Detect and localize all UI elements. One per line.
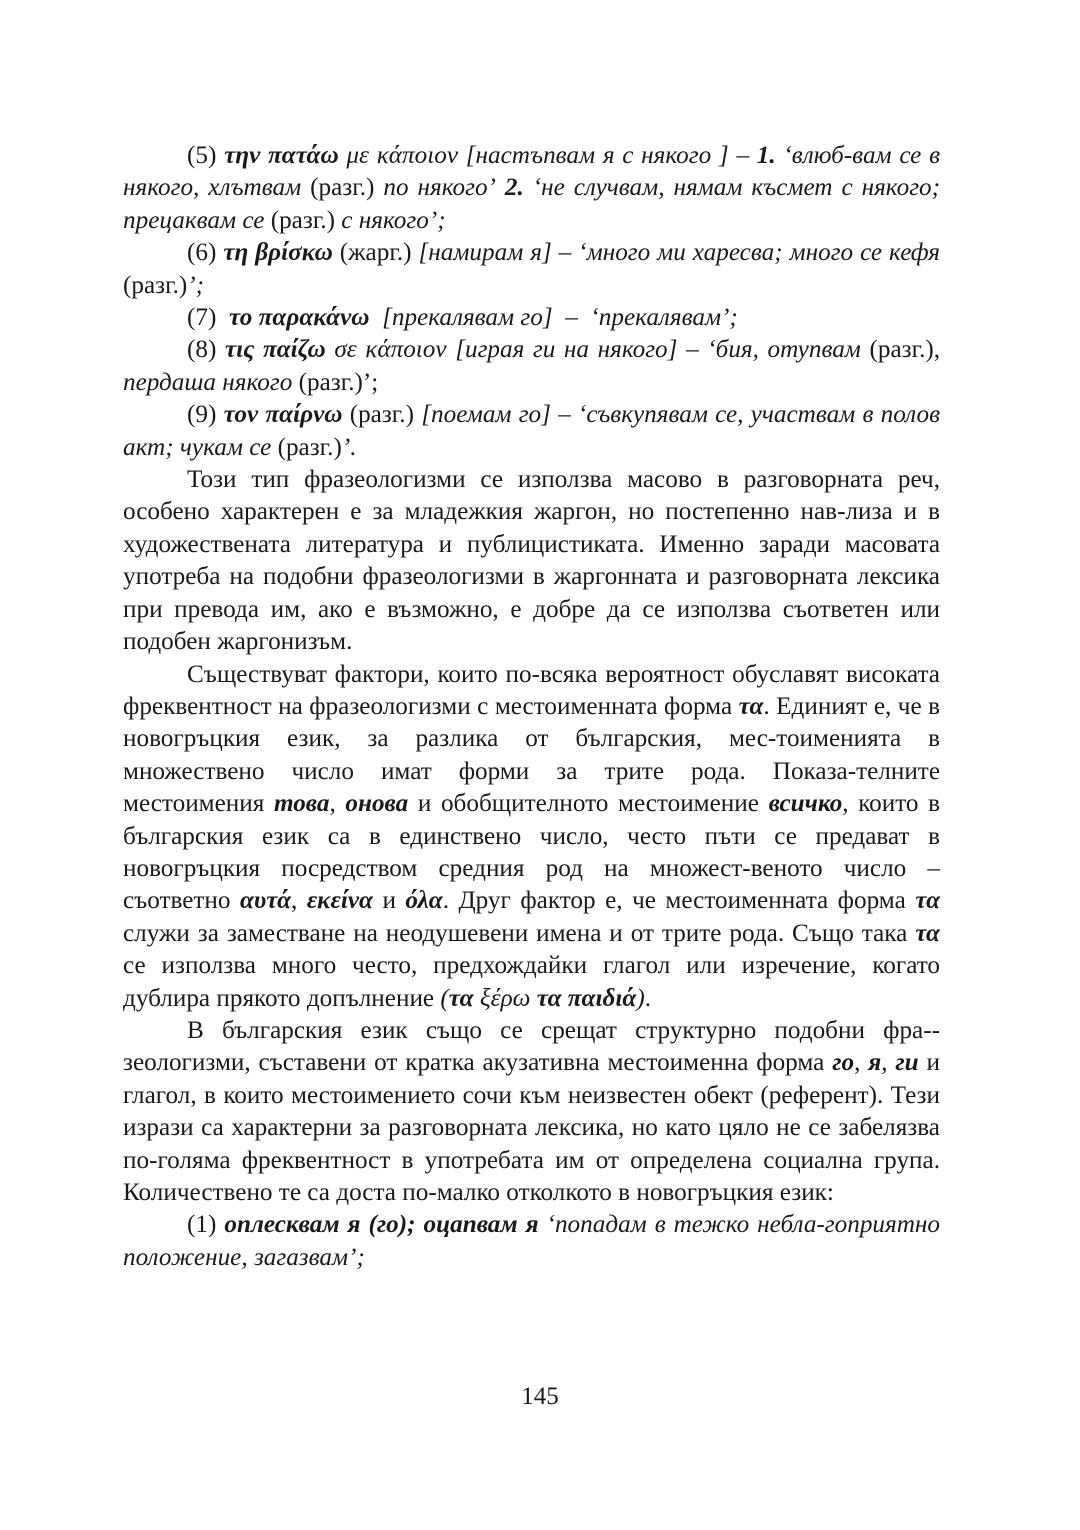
example-item-8: (8) τις παίζω σε κάποιον [играя ги на някого] – ‘бия, отупвам (разг.), пердаша някого (разг.)’; — [123, 336, 941, 396]
example-item-7: (7) το παρακάνω [прекалявам го] – ‘прекалявам’; — [187, 304, 738, 332]
paragraph-1: Този тип фразеологизми се използва масово в разговорната реч, особено характерен е за младежкия жаргон, но постепенно нав-лиза и в художествената литература и публицистиката. Именно заради масовата употреба на подобни фразеологизми в жаргонната и разговорната лексика при превода им, ако е възможно, е добре да се използва съответен или подобен жаргонизъм. — [123, 466, 940, 656]
example-item-1: (1) оплесквам я (го); оцапвам я ‘попадам в тежко небла-гоприятно положение, загазвам’; — [123, 1211, 940, 1271]
paragraph-3: В българския език също се срещат структурно подобни фра-зеологизми, съставени от кратка акузативна местоименна форма го, я, ги и глагол, в които местоимението сочи към неизвестен обект (референт). Тези изрази са характерни за разговорната лексика, но като цяло не се забелязва по-голяма фреквентност в употребата им от определена социална група. Количествено те са доста по-малко отколкото в новогръцкия език: — [123, 1016, 940, 1206]
example-item-5: (5) την πατάω με κάποιον [настъпвам я с някого ] – 1. ‘влюб-вам се в някого, хлътвам (разг.) по някого’ 2. ‘не случвам, нямам късмет с някого; прецаквам се (разг.) с някого’; — [123, 142, 941, 234]
body-text — [123, 140, 940, 1274]
paragraph-2: Съществуват фактори, които по-всяка вероятност обуславят високата фреквентност на фразеологизми с местоименната форма τα. Единият е, че в новогръцкия език, за разлика от българския, мес-тоименията в множествено число имат форми за трите рода. Показа-телните местоимения това, онова и обобщителното местоимение всичко, които в българския език са в единствено число, често пъти се предават в новогръцкия посредством средния род на множест-веното число – съответно αυτά, εκείνα и όλα. Друг фактор е, че местоименната форма τα служи за заместване на неодушевени имена и от трите рода. Също така τα се използва много често, предхождайки глагол или изречение, когато дублира прякото допълнение (τα ξέρω τα παιδιά). — [123, 660, 941, 1012]
example-item-9: (9) τον παίρνω (разг.) [поемам го] – ‘съвкупявам се, участвам в полов акт; чукам се (разг.)’. — [123, 401, 940, 461]
example-item-6: (6) τη βρίσκω (жарг.) [намирам я] – ‘много ми харесва; много се кефя (разг.)’; — [123, 239, 941, 299]
page-number: 145 — [521, 1383, 559, 1410]
